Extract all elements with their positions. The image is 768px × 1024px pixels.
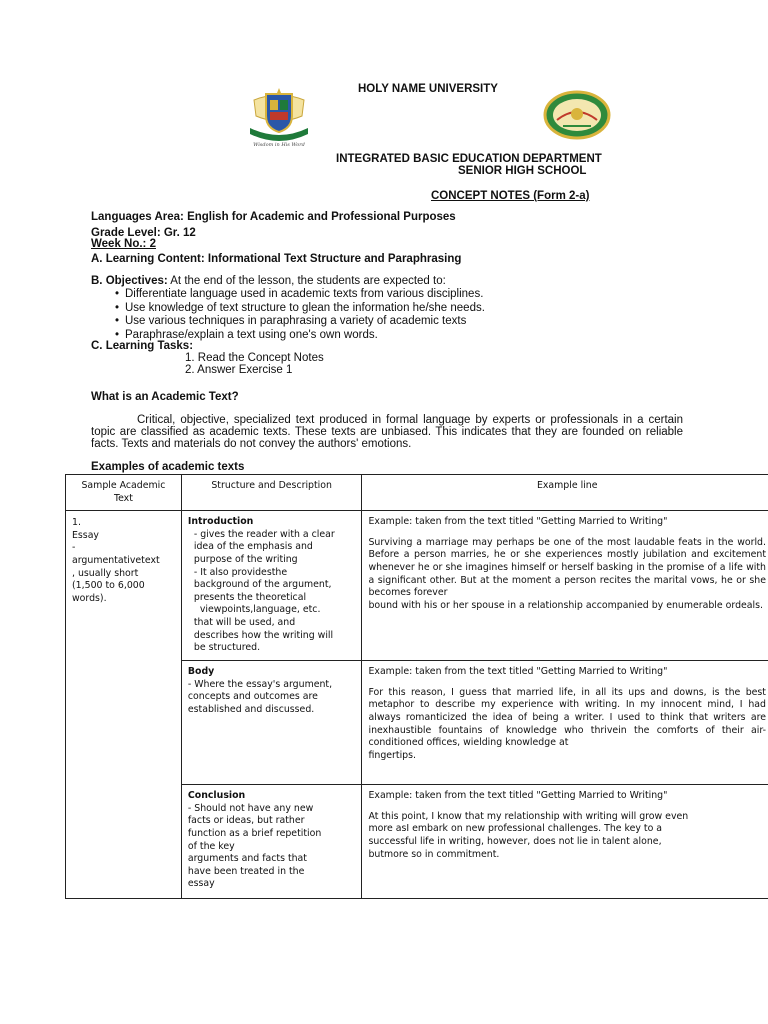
examples-table: [65, 474, 768, 899]
university-title: HOLY NAME UNIVERSITY: [358, 83, 498, 95]
examples-heading: Examples of academic texts: [91, 461, 245, 473]
sample-cell: 1. Essay - argumentativetext , usually short (1,500 to 6,000 words).: [66, 511, 182, 899]
column-header: Example line: [362, 475, 768, 511]
academic-paragraph: Critical, objective, specialized text produced in formal language by experts or professionals in a certain topic are classified as academic texts. These texts are unbiased. This indicates that they are founded on reliable facts. Texts and materials do not convey the authors' emotions.: [91, 414, 683, 450]
shield-icon: [246, 86, 312, 150]
objectives-intro: [91, 275, 446, 287]
week-number: Week No.: 2: [91, 238, 156, 250]
academic-heading: What is an Academic Text?: [91, 391, 239, 403]
objectives-intro-text: At the end of the lesson, the students are expected to:: [167, 275, 446, 287]
grade-level: Grade Level: Gr. 12: [91, 227, 196, 239]
list-item: • Use knowledge of text structure to glean the information he/she needs.: [115, 301, 485, 314]
example-cell-body: Example: taken from the text titled "Getting Married to Writing" For this reason, I guess that married life, in all its ups and downs, is the best metaphor to describe my experience with writing. In my innocent mind, I had always romanticized the idea of being a writer. I used to think that writers are inexhaustible fountains of knowledge who thrivein the comforts of their air-conditioned offices, wielding knowledge at fingertips.: [362, 661, 768, 785]
example-cell-introduction: Example: taken from the text titled "Getting Married to Writing" Surviving a marriage may perhaps be one of the most laudable feats in the world. Before a person marries, he or she experiences mostly jubilation and excitement whenever he or she imagines himself or herself basking in the promise of a life with a significant other. But at the moment a person recites the marital vows, he or she becomes forever bound with his or her spouse in a relationship accompanied by enumerable ordeals.: [362, 511, 768, 661]
column-header: Sample Academic Text: [66, 475, 182, 511]
languages-area: Languages Area: English for Academic and Professional Purposes: [91, 211, 456, 223]
list-item: • Differentiate language used in academic texts from various disciplines.: [115, 288, 484, 300]
example-cell-conclusion: Example: taken from the text titled "Getting Married to Writing" At this point, I know that my relationship with writing will grow even more asI embark on new professional challenges. The key to a successful life in writing, however, does not lie in talent alone, butmore so in commitment.: [362, 785, 768, 899]
task-item: 1. Read the Concept Notes: [185, 352, 324, 364]
objectives-list: [115, 288, 485, 342]
task-item: 2. Answer Exercise 1: [185, 364, 293, 376]
tasks-label: C. Learning Tasks:: [91, 340, 194, 352]
logo-motto: Wisdom in His Word: [253, 142, 305, 148]
structure-cell-conclusion: Conclusion - Should not have any new facts or ideas, but rather function as a brief repetition of the key arguments and facts that have been treated in the essay: [181, 785, 362, 899]
structure-cell-introduction: Introduction - gives the reader with a clear idea of the emphasis and purpose of the writing - It also providesthe background of the argument, presents the theoretical viewpoints,language, etc. that will be used, and describes how the writing will be structured.: [181, 511, 362, 661]
list-item: • Paraphrase/explain a text using one's own words.: [115, 328, 378, 341]
university-logo: [246, 86, 312, 150]
column-header: Structure and Description: [181, 475, 362, 511]
structure-cell-body: Body - Where the essay's argument, concepts and outcomes are established and discussed.: [181, 661, 362, 785]
department-title: INTEGRATED BASIC EDUCATION DEPARTMENT: [336, 153, 602, 165]
list-item: • Use various techniques in paraphrasing a variety of academic texts: [115, 315, 467, 327]
learning-content: A. Learning Content: Informational Text Structure and Paraphrasing: [91, 253, 462, 265]
table-header-row: [66, 475, 768, 511]
objectives-label: B. Objectives:: [91, 275, 168, 287]
department-logo: [543, 90, 611, 140]
school-title: SENIOR HIGH SCHOOL: [458, 165, 587, 177]
seal-icon: [543, 90, 611, 140]
form-title: CONCEPT NOTES (Form 2-a): [431, 190, 590, 202]
table-row: [66, 511, 768, 661]
